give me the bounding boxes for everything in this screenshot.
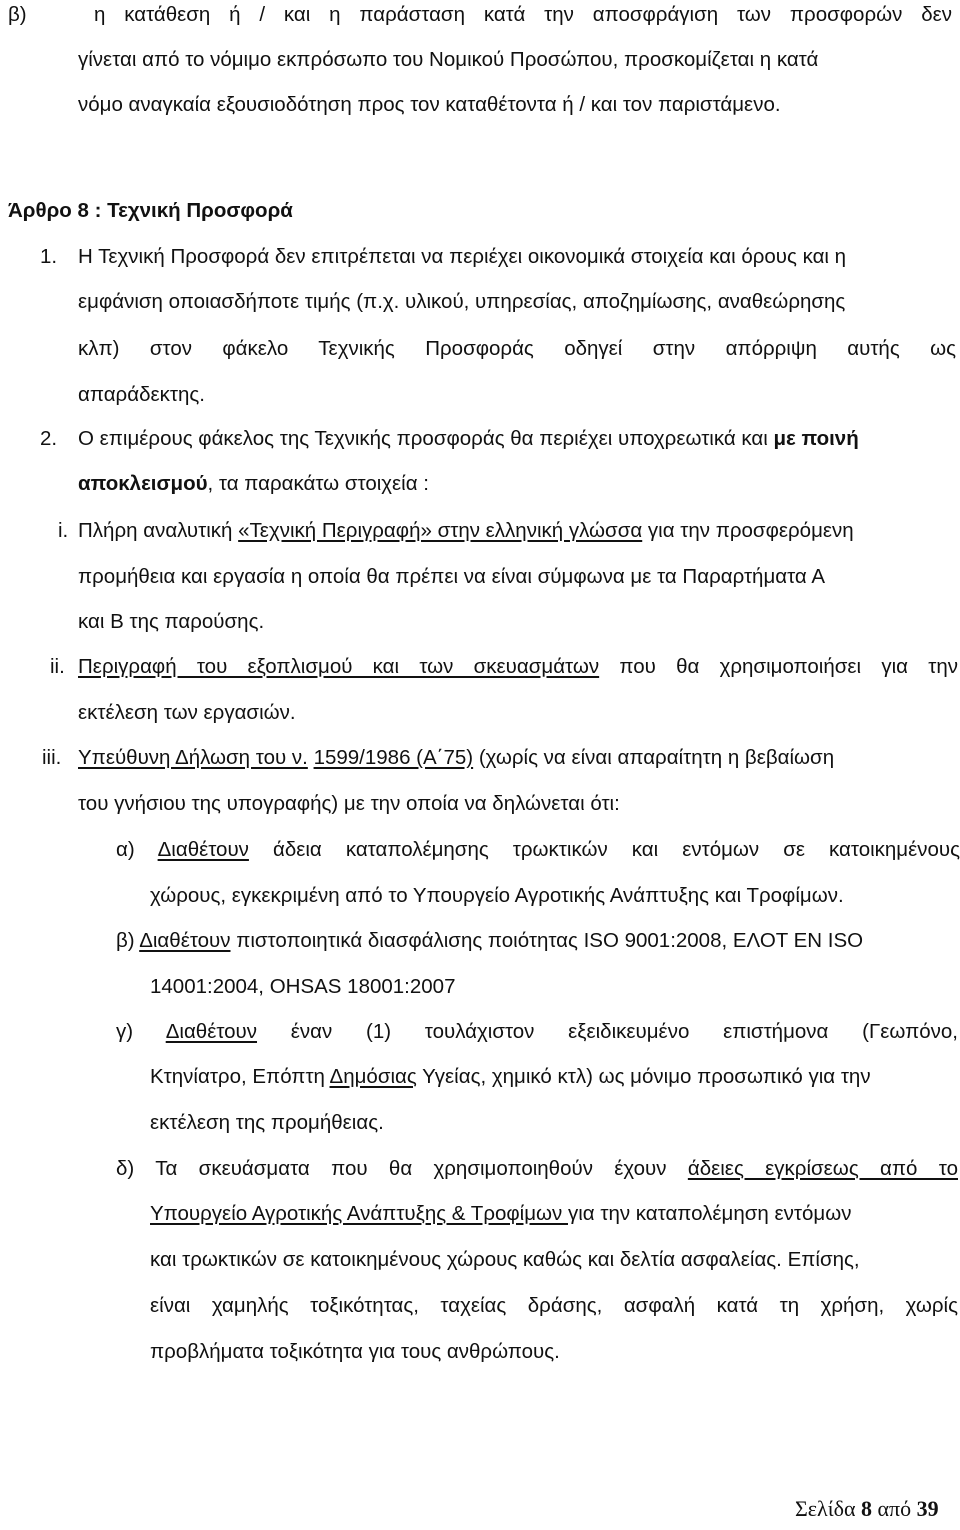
page-total: 39 — [916, 1496, 939, 1521]
bold-text: με ποινή — [773, 427, 859, 450]
item-number: i. — [58, 519, 69, 542]
underlined-text: Διαθέτουν — [139, 929, 231, 952]
paragraph-line: και τρωκτικών σε κατοικημένους χώρους καθώς και δελτία ασφαλείας. Επίσης, — [150, 1248, 860, 1271]
underlined-text: «Τεχνική Περιγραφή» στην ελληνική γλώσσα — [238, 519, 643, 542]
paragraph-line — [78, 469, 429, 499]
text-run: Πλήρη αναλυτική — [78, 519, 239, 542]
paragraph-line: προμήθεια και εργασία η οποία θα πρέπει να είναι σύμφωνα με τα Παραρτήματα Α — [78, 565, 826, 588]
paragraph-line — [116, 1017, 958, 1047]
underlined-text: Υπεύθυνη Δήλωση του ν. — [78, 746, 308, 769]
page-number: 8 — [861, 1496, 873, 1521]
item-number: iii. — [42, 746, 62, 769]
underlined-text: Διαθέτουν — [157, 838, 249, 861]
text-run: Κτηνίατρο, Επόπτη — [150, 1065, 330, 1088]
paragraph-line — [78, 424, 859, 454]
underlined-text: Διαθέτουν — [165, 1020, 258, 1043]
paragraph-line: του γνήσιου της υπογραφής) με την οποία να δηλώνεται ότι: — [78, 792, 620, 815]
paragraph-line — [116, 1154, 958, 1184]
text-run: για την καταπολέμηση εντόμων — [568, 1202, 852, 1225]
text-run: α) — [116, 838, 158, 861]
text-run: Ο επιμέρους φάκελος της Τεχνικής προσφοράς θα περιέχει υποχρεωτικά και — [78, 427, 774, 450]
paragraph-line: γίνεται από το νόμιμο εκπρόσωπο του Νομικού Προσώπου, προσκομίζεται η κατά — [78, 48, 819, 71]
paragraph-line — [78, 652, 958, 682]
text-run: , τα παρακάτω στοιχεία : — [207, 472, 429, 495]
page-of-label: από — [877, 1496, 912, 1521]
paragraph-line: προβλήματα τοξικότητα για τους ανθρώπους. — [150, 1340, 560, 1363]
underlined-text: Υπουργείο Αγροτικής Ανάπτυξης & Τροφίμων — [150, 1202, 568, 1225]
text-run: Υγείας, χημικό κτλ) ως μόνιμο προσωπικό για την — [416, 1065, 871, 1088]
paragraph-line: εκτέλεση των εργασιών. — [78, 701, 296, 724]
paragraph-line: απαράδεκτης. — [78, 383, 205, 406]
paragraph-line: χώρους, εγκεκριμένη από το Υπουργείο Αγροτικής Ανάπτυξης και Τροφίμων. — [150, 884, 844, 907]
paragraph-line: είναι χαμηλής τοξικότητας, ταχείας δράσης, ασφαλή κατά τη χρήση, χωρίς — [150, 1294, 958, 1317]
paragraph-line — [78, 743, 834, 773]
paragraph-line: και Β της παρούσης. — [78, 610, 265, 633]
text-run: (χωρίς να είναι απαραίτητη η βεβαίωση — [473, 746, 835, 769]
underlined-text: Δημόσιας — [329, 1065, 417, 1088]
article-heading: Άρθρο 8 : Τεχνική Προσφορά — [8, 199, 293, 222]
text-run: πιστοποιητικά διασφάλισης ποιότητας ISO 9001:2008, ΕΛΟΤ EN ISO — [230, 929, 864, 952]
list-marker: β) — [8, 3, 27, 26]
paragraph-line: εμφάνιση οποιασδήποτε τιμής (π.χ. υλικού, υπηρεσίας, αποζημίωσης, αναθεώρησης — [78, 290, 846, 313]
paragraph-line: νόμο αναγκαία εξουσιοδότηση προς τον καταθέτοντα ή / και τον παριστάμενο. — [78, 93, 781, 116]
paragraph-line — [116, 926, 863, 956]
paragraph-line: κλπ) στον φάκελο Τεχνικής Προσφοράς οδηγεί στην απόρριψη αυτής ως — [78, 337, 956, 360]
paragraph-line: 14001:2004, OHSAS 18001:2007 — [150, 975, 456, 998]
underlined-text: άδειες εγκρίσεως από το — [687, 1157, 958, 1180]
text-run: γ) — [116, 1020, 166, 1043]
text-run: έναν (1) τουλάχιστον εξειδικευμένο επιστήμονα (Γεωπόνο, — [257, 1020, 958, 1043]
bold-text: αποκλεισμού — [78, 472, 208, 495]
item-number: ii. — [50, 655, 65, 678]
text-run: για την προσφερόμενη — [642, 519, 854, 542]
item-number: 1. — [40, 245, 58, 268]
paragraph-line — [78, 516, 854, 546]
text-run: δ) Τα σκευάσματα που θα χρησιμοποιηθούν έχουν — [116, 1157, 688, 1180]
paragraph-line: η κατάθεση ή / και η παράσταση κατά την αποσφράγιση των προσφορών δεν — [94, 3, 952, 26]
text-run: που θα χρησιμοποιήσει για την — [599, 655, 958, 678]
text-run: β) — [116, 929, 140, 952]
item-number: 2. — [40, 427, 58, 450]
paragraph-line — [150, 1199, 851, 1229]
page-footer — [795, 1494, 939, 1524]
page-label: Σελίδα — [795, 1496, 856, 1521]
paragraph-line — [150, 1062, 871, 1092]
paragraph-line: εκτέλεση της προμήθειας. — [150, 1111, 384, 1134]
underlined-text: Περιγραφή του εξοπλισμού και των σκευασμάτων — [78, 655, 600, 678]
paragraph-line: Η Τεχνική Προσφορά δεν επιτρέπεται να περιέχει οικονομικά στοιχεία και όρους και η — [78, 245, 847, 268]
text-run: άδεια καταπολέμησης τρωκτικών και εντόμων σε κατοικημένους — [248, 838, 960, 861]
underlined-text: 1599/1986 (Α΄75) — [313, 746, 474, 769]
paragraph-line — [116, 835, 960, 865]
